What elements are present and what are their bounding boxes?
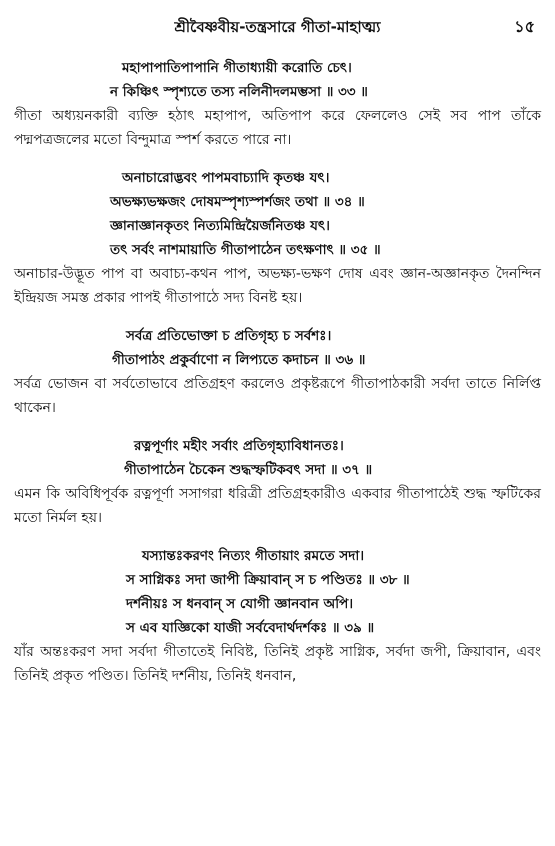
verse-line: গীতাপাঠেন চৈকেন শুদ্ধস্ফটিকবৎ সদা ॥ ৩৭ ॥	[124, 462, 373, 478]
verse-section-33	[14, 56, 541, 152]
translation-paragraph: অনাচার-উদ্ভূত পাপ বা অবাচ্য-কথন পাপ, অভক্ষ্য-ভক্ষণ দোষ এবং জ্ঞান-অজ্ঞানকৃত দৈনন্দিন ইন্দ্রিয়জ সমস্ত প্রকার পাপই গীতাপাঠে সদ্য বিনষ্ট হয়।	[14, 266, 541, 306]
verse-line: মহাপাপাতিপাপানি গীতাধ্যায়ী করোতি চেৎ।	[122, 60, 352, 76]
verse-line: সর্বত্র প্রতিভোক্তা চ প্রতিগৃহ্য চ সর্বশঃ।	[126, 328, 332, 344]
running-title: শ্রীবৈষ্ণবীয়-তন্ত্রসারে গীতা-মাহাত্ম্য	[174, 18, 381, 36]
verse-section-37	[14, 434, 541, 530]
verse-section-34-35	[14, 166, 541, 310]
verse-line: স এব যাজ্ঞিকো যাজী সর্ববেদার্থদর্শকঃ ॥ ৩৯ ॥	[126, 620, 375, 636]
verse-line: রত্নপূর্ণাং মহীং সর্বাং প্রতিগৃহ্যাবিধানতঃ।	[134, 438, 344, 454]
page-header	[14, 12, 541, 42]
verse-line: জ্ঞানাজ্ঞানকৃতং নিত্যমিন্দ্রিয়ৈর্জনিতঞ্চ যৎ।	[110, 218, 330, 234]
verse-line: দর্শনীয়ঃ স ধনবান্ স যোগী জ্ঞানবান অপি।	[126, 596, 354, 612]
translation-paragraph: সর্বত্র ভোজন বা সর্বতোভাবে প্রতিগ্রহণ করলেও প্রকৃষ্টরূপে গীতাপাঠকারী সর্বদা তাতে নির্লিপ্ত থাকেন।	[14, 376, 541, 416]
verse-section-36	[14, 324, 541, 420]
translation-paragraph: এমন কি অবিধিপূর্বক রত্নপূর্ণা সসাগরা ধরিত্রী প্রতিগ্রহকারীও একবার গীতাপাঠেই শুদ্ধ স্ফটিকের মতো নির্মল হয়।	[14, 486, 541, 526]
verse-line: যস্যান্তঃকরণং নিত্যং গীতায়াং রমতে সদা।	[142, 548, 365, 564]
verse-line: অভক্ষ্যভক্ষজং দোষমস্পৃশ্যস্পর্শজং তথা ॥ ৩৪ ॥	[110, 194, 365, 210]
translation-paragraph: গীতা অধ্যয়নকারী ব্যক্তি হঠাৎ মহাপাপ, অতিপাপ করে ফেললেও সেই সব পাপ তাঁকে পদ্মপত্রজলের মতো বিন্দুমাত্র স্পর্শ করতে পারে না।	[14, 108, 541, 148]
verse-line: স সাগ্নিকঃ সদা জাপী ক্রিয়াবান্ স চ পণ্ডিতঃ ॥ ৩৮ ॥	[126, 572, 410, 588]
verse-line: অনাচারোদ্ভবং পাপমবাচ্যাদি কৃতঞ্চ যৎ।	[122, 170, 330, 186]
verse-line: গীতাপাঠং প্রকুর্বাণো ন লিপ্যতে কদাচন ॥ ৩৬ ॥	[112, 352, 366, 368]
verse-line: তৎ সর্বং নাশমায়াতি গীতাপাঠেন তৎক্ষণাৎ ॥ ৩৫ ॥	[110, 242, 381, 258]
page-number: ১৫	[514, 17, 535, 36]
verse-line: ন কিঞ্চিৎ স্পৃশ্যতে তস্য নলিনীদলমম্ভসা ॥ ৩৩ ॥	[110, 84, 368, 100]
verse-section-38-39	[14, 544, 541, 688]
translation-paragraph: যাঁর অন্তঃকরণ সদা সর্বদা গীতাতেই নিবিষ্ট, তিনিই প্রকৃষ্ট সাগ্নিক, সর্বদা জপী, ক্রিয়াবান, এবং তিনিই প্রকৃত পণ্ডিত। তিনিই দর্শনীয়, তিনিই ধনবান,	[14, 644, 541, 684]
